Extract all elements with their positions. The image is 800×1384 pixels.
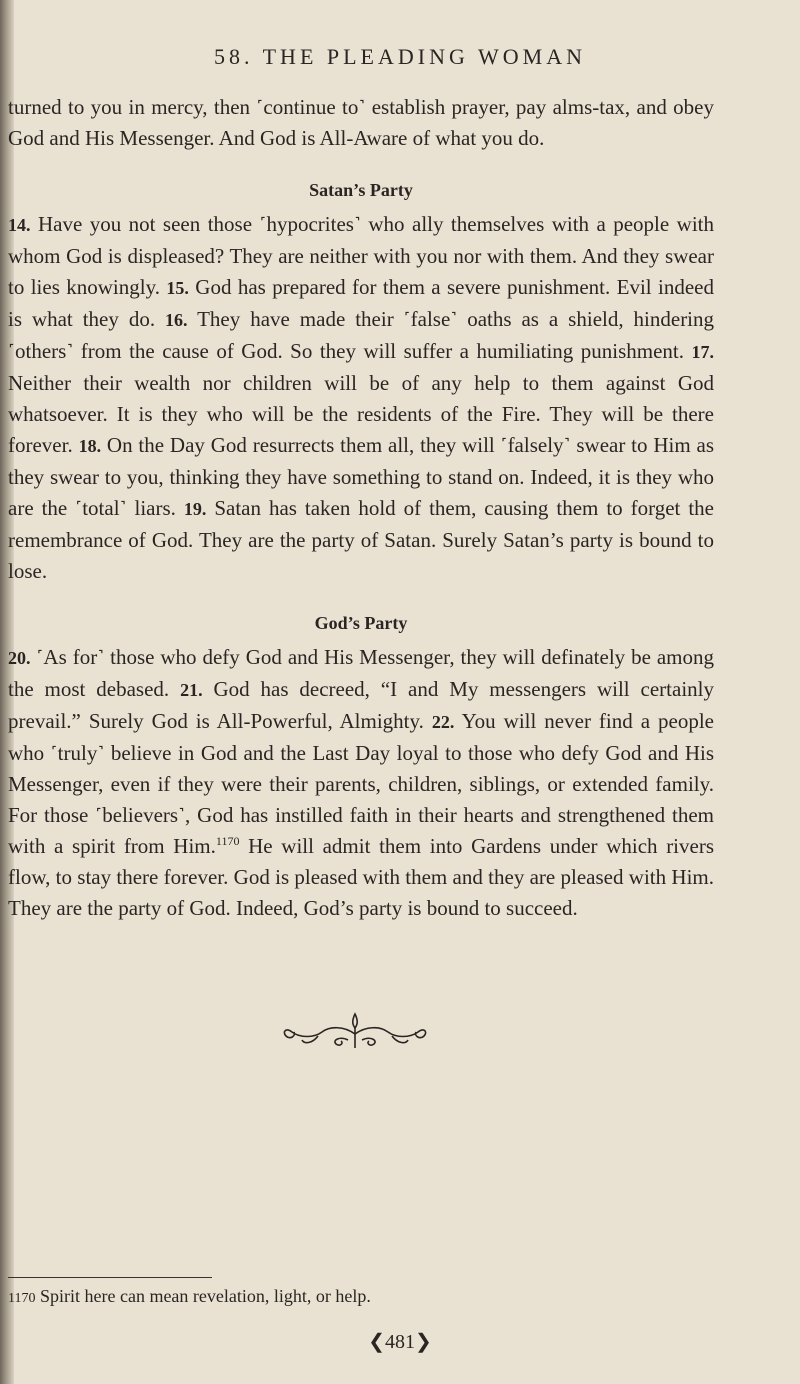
running-head: 58. THE PLEADING WOMAN <box>214 44 586 69</box>
footnote-text: Spirit here can mean revelation, light, or help. <box>39 1286 371 1306</box>
verse-text: Satan has taken hold of them, causing them to forget the remembrance of God. They are the party of Satan. Surely Satan’s party is bound to lose. <box>8 496 715 583</box>
verse-text: Neither their wealth nor children will be of any help to them against God whatsoever. It is they who will be the residents of the Fire. They will be there forever. <box>8 371 714 457</box>
page-number <box>0 1329 800 1354</box>
footnote-rule <box>8 1277 212 1278</box>
paragraph-satans-party <box>8 209 714 587</box>
verse-number: 22. <box>431 712 455 732</box>
verse-text: Have you not seen those ˹hypocrites˺ who ally themselves with a people with whom God is displeased? They are neither with you nor with them. And they swear to lies knowingly. <box>8 212 714 299</box>
verse-text: ˹As for˺ those who defy God and His Messenger, they will definately be among the most debased. <box>8 645 714 701</box>
folio-number: 481 <box>385 1331 415 1353</box>
body-text <box>8 92 714 924</box>
verse-number: 21. <box>180 680 203 700</box>
verse-number: 16. <box>165 310 188 330</box>
folio-left-bracket-icon: ❮ <box>368 1331 385 1353</box>
verse-text: On the Day God resurrects them all, they will ˹falsely˺ swear to Him as they swear to you, thinking they have something to stand on. Indeed, it is they who are the ˹total˺ liars. <box>8 433 715 520</box>
floral-scroll-ornament-icon <box>278 1010 433 1052</box>
folio-right-bracket-icon: ❯ <box>415 1331 432 1353</box>
footnote <box>8 1286 708 1307</box>
footnote-reference[interactable]: 1170 <box>215 834 240 848</box>
verse-number: 20. <box>8 648 31 668</box>
paragraph-gods-party <box>8 642 714 924</box>
footnote-number: 1170 <box>8 1291 36 1306</box>
verse-text: He will admit them into Gardens under which rivers flow, to stay there forever. God is pleased with them and they are pleased with Him. They are the party of God. Indeed, God’s party is bound to succeed. <box>8 834 715 920</box>
verse-number: 14. <box>8 215 31 235</box>
verse-text: God has prepared for them a severe punishment. Evil indeed is what they do. <box>8 275 715 331</box>
verse-number: 19. <box>183 499 207 519</box>
verse-number: 18. <box>78 436 102 456</box>
verse-text: You will never find a people who ˹truly˺ believe in God and the Last Day loyal to those who defy God and His Messenger, even if they were their parents, children, siblings, or extended family. For those ˹believers˺, God has instilled faith in their hearts and strengthened them with a spirit from Him. <box>8 709 714 858</box>
verse-text: They have made their ˹false˺ oaths as a shield, hindering ˹others˺ from the cause of God. So they will suffer a humiliating punishment. <box>8 307 715 363</box>
intro-paragraph: turned to you in mercy, then ˹continue to˺ establish prayer, pay alms-tax, and obey God and His Messenger. And God is All-Aware of what you do. <box>8 95 714 150</box>
verse-text: God has decreed, “I and My messengers will certainly prevail.” Surely God is All-Powerful, Almighty. <box>8 677 714 733</box>
section-heading-gods-party: God’s Party <box>314 613 408 633</box>
section-heading-satans-party: Satan’s Party <box>309 180 413 200</box>
verse-number: 15. <box>166 278 189 298</box>
verse-number: 17. <box>691 342 714 362</box>
